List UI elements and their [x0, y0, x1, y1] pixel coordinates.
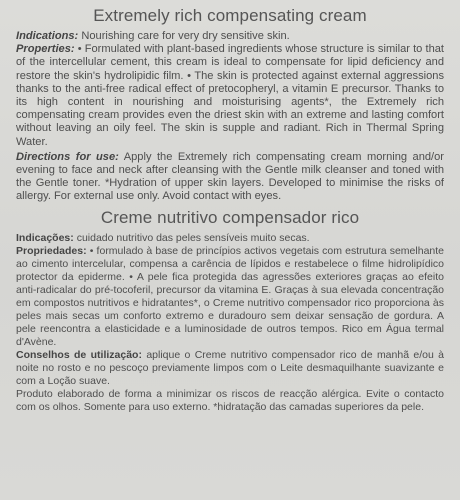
conselhos-label: Conselhos de utilização:	[16, 348, 142, 361]
indications-label: Indications:	[16, 30, 79, 42]
portuguese-title: Creme nutritivo compensador rico	[100, 207, 360, 227]
propriedades-text: • formulado à base de princípios activos vegetais com estrutura semelhante ao cimento intercelular, compensa a carência de lípidos e restabelece o filme hidrolipídico protector da epiderme. • A pele fica protegida das agressões exteriores graças ao efeito anti-radicalar do pré-tocoferil, precursor da vitamina E. Graças à sua elevada concentração em compostos nutritivos e hidratantes*, o Creme nutritivo compensador rico proporciona às peles mais secas um conforto extremo e duradouro sem deixar sensação de gordura. A pele reencontra a elasticidade e a luminosidade de outros tempos. Rico em Água termal d'Avène.	[16, 244, 445, 348]
indications-paragraph	[16, 30, 444, 43]
conselhos-paragraph	[16, 349, 444, 388]
indicacoes-label: Indicações:	[16, 231, 74, 244]
propriedades-paragraph	[16, 245, 444, 349]
directions-text: Apply the Extremely rich compensating cream morning and/or evening to face and neck after cleansing with the Gentle milk cleanser and toned with the Gentle toner. *Hydration of upper skin layers. Developed to minimise the risks of allergy. For external use only. Avoid contact with eyes.	[16, 150, 444, 203]
indicacoes-paragraph	[16, 232, 444, 245]
properties-paragraph	[16, 43, 444, 149]
propriedades-label: Propriedades:	[16, 244, 87, 257]
indicacoes-text: cuidado nutritivo das peles sensíveis muito secas.	[76, 231, 310, 244]
footer-paragraph: Produto elaborado de forma a minimizar os riscos de reacção alérgica. Evite o contacto com os olhos. Somente para uso externo. *hidratação das camadas superiores da pele.	[16, 387, 444, 413]
directions-paragraph	[16, 151, 444, 204]
properties-text: • Formulated with plant-based ingredients whose structure is similar to that of the intercellular cement, this cream is ideal to compensate for lipid deficiency and restore the skin's hydrolipidic film. • The skin is protected against external aggressions thanks to the anti-free radical effect of pretocopheryl, a vitamin E precursor. Thanks to its high content in nourishing and moisturising agents*, the Extremely rich compensating cream provides even the driest skin with an extreme and lasting comfort without leaving an oily feel. The skin is supple and radiant. Rich in Thermal Spring Water.	[16, 43, 444, 148]
properties-label: Properties:	[16, 43, 75, 56]
indications-text: Nourishing care for very dry sensitive skin.	[81, 30, 290, 42]
directions-label: Directions for use:	[16, 150, 119, 163]
conselhos-text: aplique o Creme nutritivo compensador rico de manhã e/ou à noite no rosto e no pescoço previamente limpos com o Leite desmaquilhante suavizante e com a Loção suave.	[16, 348, 445, 387]
portuguese-section	[16, 208, 444, 414]
english-title: Extremely rich compensating cream	[93, 6, 367, 25]
